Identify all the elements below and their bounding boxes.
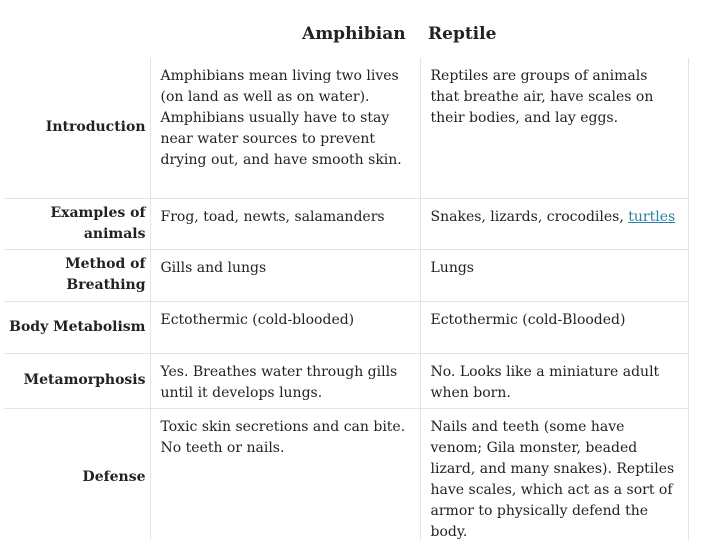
header-blank-cell xyxy=(4,12,150,58)
table-row-metabolism xyxy=(4,301,688,353)
row-label-metabolism: Body Metabolism xyxy=(9,318,146,335)
header-reptile: Reptile xyxy=(428,24,497,44)
amphibian-breathing: Gills and lungs xyxy=(150,249,420,301)
reptile-introduction: Reptiles are groups of animals that breathe air, have scales on their bodies, and lay eggs. xyxy=(420,58,688,198)
turtles-link[interactable]: turtles xyxy=(628,208,676,225)
table-row-breathing xyxy=(4,249,688,301)
reptile-metamorphosis: No. Looks like a miniature adult when born. xyxy=(420,353,688,408)
table-row-defense xyxy=(4,408,688,540)
reptile-defense: Nails and teeth (some have venom; Gila monster, beaded lizard, and many snakes). Reptiles have scales, which act as a sort of armor to physically defend the body. xyxy=(420,408,688,540)
row-label-examples: Examples of animals xyxy=(50,204,146,242)
table-row-introduction xyxy=(4,58,688,198)
amphibian-introduction: Amphibians mean living two lives (on land as well as on water). Amphibians usually have to stay near water sources to prevent drying out, and have smooth skin. xyxy=(150,58,420,198)
reptile-metabolism: Ectothermic (cold-Blooded) xyxy=(420,301,688,353)
header-amphibian: Amphibian xyxy=(302,24,406,44)
row-label-metamorphosis: Metamorphosis xyxy=(23,372,146,388)
row-label-defense: Defense xyxy=(82,469,146,485)
comparison-table xyxy=(4,12,689,540)
header-row xyxy=(4,12,688,58)
amphibian-defense: Toxic skin secretions and can bite. No teeth or nails. xyxy=(150,408,420,540)
table-row-examples xyxy=(4,198,688,249)
reptile-breathing: Lungs xyxy=(420,249,688,301)
amphibian-metabolism: Ectothermic (cold-blooded) xyxy=(150,301,420,353)
amphibian-examples: Frog, toad, newts, salamanders xyxy=(150,198,420,249)
reptile-examples-text: Snakes, lizards, crocodiles, xyxy=(430,208,629,225)
row-label-introduction: Introduction xyxy=(45,119,146,136)
row-label-breathing: Method of Breathing xyxy=(65,256,146,293)
amphibian-metamorphosis: Yes. Breathes water through gills until it develops lungs. xyxy=(150,353,420,408)
reptile-examples xyxy=(420,198,688,249)
table-row-metamorphosis xyxy=(4,353,688,408)
